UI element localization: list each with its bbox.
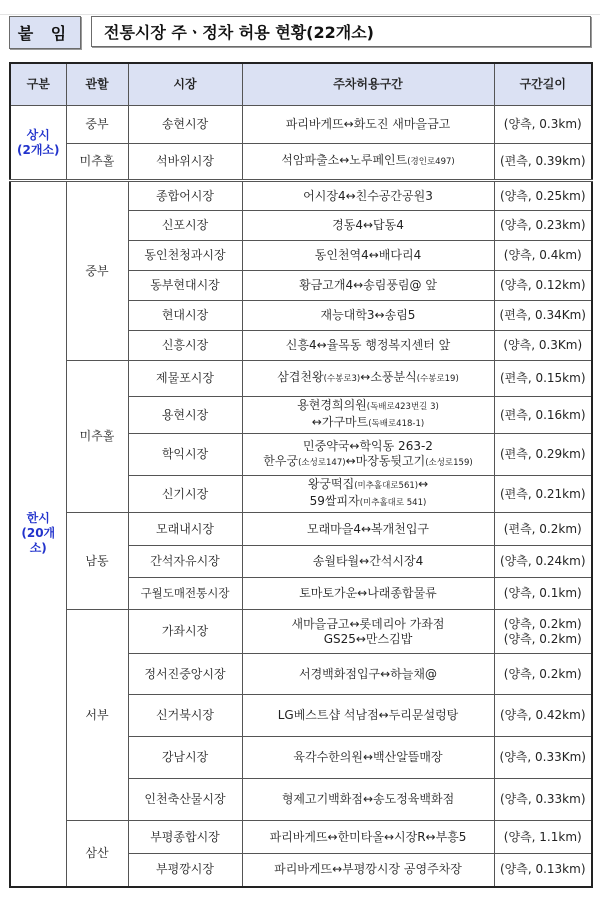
market-cell: 인천축산물시장 (128, 779, 242, 821)
length-cell: (편측, 0.2km) (494, 513, 592, 546)
section-text: 삼겹천왕 (277, 370, 324, 384)
district-cell: 삼산 (66, 821, 128, 887)
section-cell: 모래마을4↔복개천입구 (242, 513, 494, 546)
section-cell: 어시장4↔친수공간공원3 (242, 181, 494, 211)
section-cell: 파리바게뜨↔부평깡시장 공영주차장 (242, 854, 494, 887)
section-text: GS25↔만스김밥 (323, 631, 413, 646)
category-cell (10, 106, 66, 181)
district-cell: 미추홀 (66, 361, 128, 513)
section-text: ↔ (418, 477, 429, 491)
length-cell: (양측, 0.42km) (494, 695, 592, 737)
market-cell: 간석자유시장 (128, 546, 242, 578)
section-note: (수봉로19) (416, 374, 459, 384)
category-cell (10, 181, 66, 887)
section-cell: 형제고기백화점↔송도정육백화점 (242, 779, 494, 821)
market-cell: 제물포시장 (128, 361, 242, 397)
section-cell: 서경백화점입구↔하늘채@ (242, 654, 494, 695)
market-cell: 석바위시장 (128, 144, 242, 181)
length-cell: (편측, 0.39km) (494, 144, 592, 181)
length-cell: (양측, 0.3Km) (494, 331, 592, 361)
table-row (10, 821, 592, 854)
table-row (10, 513, 592, 546)
length-cell: (양측, 0.23km) (494, 211, 592, 241)
market-cell: 정서진중앙시장 (128, 654, 242, 695)
district-cell: 중부 (66, 181, 128, 361)
section-text: ↔마장동뒷고기 (345, 453, 426, 468)
length-cell: (양측, 0.1km) (494, 578, 592, 610)
market-cell: 부평종합시장 (128, 821, 242, 854)
col-header-category: 구분 (10, 63, 66, 106)
market-cell: 신포시장 (128, 211, 242, 241)
length-cell: (양측, 0.12km) (494, 271, 592, 301)
table-row (10, 106, 592, 144)
length-cell: (양측, 0.33km) (494, 779, 592, 821)
length-cell: (편측, 0.16km) (494, 397, 592, 434)
market-parking-table (9, 62, 593, 888)
length-cell: (양측, 0.3km) (494, 106, 592, 144)
length-cell (494, 610, 592, 654)
col-header-length: 구간길이 (494, 63, 592, 106)
market-cell: 구월도매전통시장 (128, 578, 242, 610)
section-cell: 신흥4↔율목동 행정복지센터 앞 (242, 331, 494, 361)
table-header-row (10, 63, 592, 106)
section-cell (242, 397, 494, 434)
length-cell: (양측, 0.24km) (494, 546, 592, 578)
market-cell: 모래내시장 (128, 513, 242, 546)
section-text: 새마을금고↔롯데리아 가좌점 (291, 616, 445, 631)
section-note: (소성로159) (425, 457, 473, 468)
section-text: 민중약국↔학익동 263-2 (303, 438, 433, 453)
length-cell: (편측, 0.21km) (494, 476, 592, 513)
market-cell: 신거북시장 (128, 695, 242, 737)
section-cell (242, 476, 494, 513)
length-cell: (양측, 0.33Km) (494, 737, 592, 779)
table-row (10, 144, 592, 181)
market-cell: 현대시장 (128, 301, 242, 331)
section-text: 한우궁 (263, 453, 299, 468)
section-cell: 재능대학3↔송림5 (242, 301, 494, 331)
length-text: (양측, 0.2km) (503, 616, 582, 631)
market-cell: 동인천청과시장 (128, 241, 242, 271)
category-count: (20개소) (21, 526, 56, 556)
length-cell: (편측, 0.29km) (494, 434, 592, 476)
section-text: 용현경희의원 (297, 398, 367, 412)
section-cell: LG베스트샵 석남점↔두리문설렁탕 (242, 695, 494, 737)
section-text: 59쌀피자 (309, 494, 360, 508)
category-count: (2개소) (16, 142, 60, 157)
page-top-divider (0, 0, 600, 15)
section-cell: 동인천역4↔배다리4 (242, 241, 494, 271)
market-cell: 신흥시장 (128, 331, 242, 361)
col-header-district: 관할 (66, 63, 128, 106)
length-cell: (양측, 0.25km) (494, 181, 592, 211)
district-cell: 미추홀 (66, 144, 128, 181)
market-cell: 가좌시장 (128, 610, 242, 654)
section-cell: 파리바게뜨↔화도진 새마을금고 (242, 106, 494, 144)
section-cell: 경동4↔답동4 (242, 211, 494, 241)
table-row (10, 181, 592, 211)
section-cell: 육각수한의원↔백산알뜰매장 (242, 737, 494, 779)
length-text: (양측, 0.2km) (503, 631, 582, 646)
table-row (10, 361, 592, 397)
section-cell: 송월타월↔간석시장4 (242, 546, 494, 578)
attachment-badge: 붙 임 (9, 16, 81, 49)
section-cell (242, 610, 494, 654)
section-note: (미추홀대로 541) (359, 498, 427, 508)
length-cell: (양측, 0.4km) (494, 241, 592, 271)
market-cell: 부평깡시장 (128, 854, 242, 887)
length-cell: (편측, 0.34Km) (494, 301, 592, 331)
section-note: (수봉로3) (323, 374, 361, 384)
section-cell: 파리바게뜨↔한미타올↔시장R↔부흥5 (242, 821, 494, 854)
market-cell: 학익시장 (128, 434, 242, 476)
page-title: 전통시장 주ㆍ정차 허용 현황(22개소) (91, 16, 591, 47)
section-cell: 토마토가운↔나래종합물류 (242, 578, 494, 610)
section-note: (경인로497) (407, 157, 455, 167)
section-note: (독배로423번길 3) (366, 402, 439, 412)
section-cell (242, 144, 494, 181)
district-cell: 남동 (66, 513, 128, 610)
category-label: 상시 (26, 127, 50, 142)
length-cell: (양측, 0.13km) (494, 854, 592, 887)
section-note: (소성로147) (298, 457, 346, 468)
length-cell: (양측, 1.1km) (494, 821, 592, 854)
market-cell: 신기시장 (128, 476, 242, 513)
section-cell (242, 361, 494, 397)
section-text: ↔소풍분식 (360, 370, 417, 384)
section-cell: 황금고개4↔송림풍림@ 앞 (242, 271, 494, 301)
market-cell: 강남시장 (128, 737, 242, 779)
market-cell: 종합어시장 (128, 181, 242, 211)
district-cell: 중부 (66, 106, 128, 144)
section-text: 석암파출소↔노루페인트 (281, 153, 408, 167)
section-text: 왕궁떡집 (307, 477, 355, 491)
title-bar (9, 16, 591, 49)
district-cell: 서부 (66, 610, 128, 821)
market-cell: 동부현대시장 (128, 271, 242, 301)
market-cell: 송현시장 (128, 106, 242, 144)
col-header-section: 주차허용구간 (242, 63, 494, 106)
section-note: (미추홀대로561) (354, 481, 419, 491)
section-cell (242, 434, 494, 476)
length-cell: (편측, 0.15km) (494, 361, 592, 397)
category-label: 한시 (26, 511, 50, 526)
length-cell: (양측, 0.2km) (494, 654, 592, 695)
table-row (10, 610, 592, 654)
col-header-market: 시장 (128, 63, 242, 106)
market-cell: 용현시장 (128, 397, 242, 434)
section-text: ↔가구마트 (311, 415, 369, 429)
section-note: (독배로418-1) (368, 419, 425, 429)
